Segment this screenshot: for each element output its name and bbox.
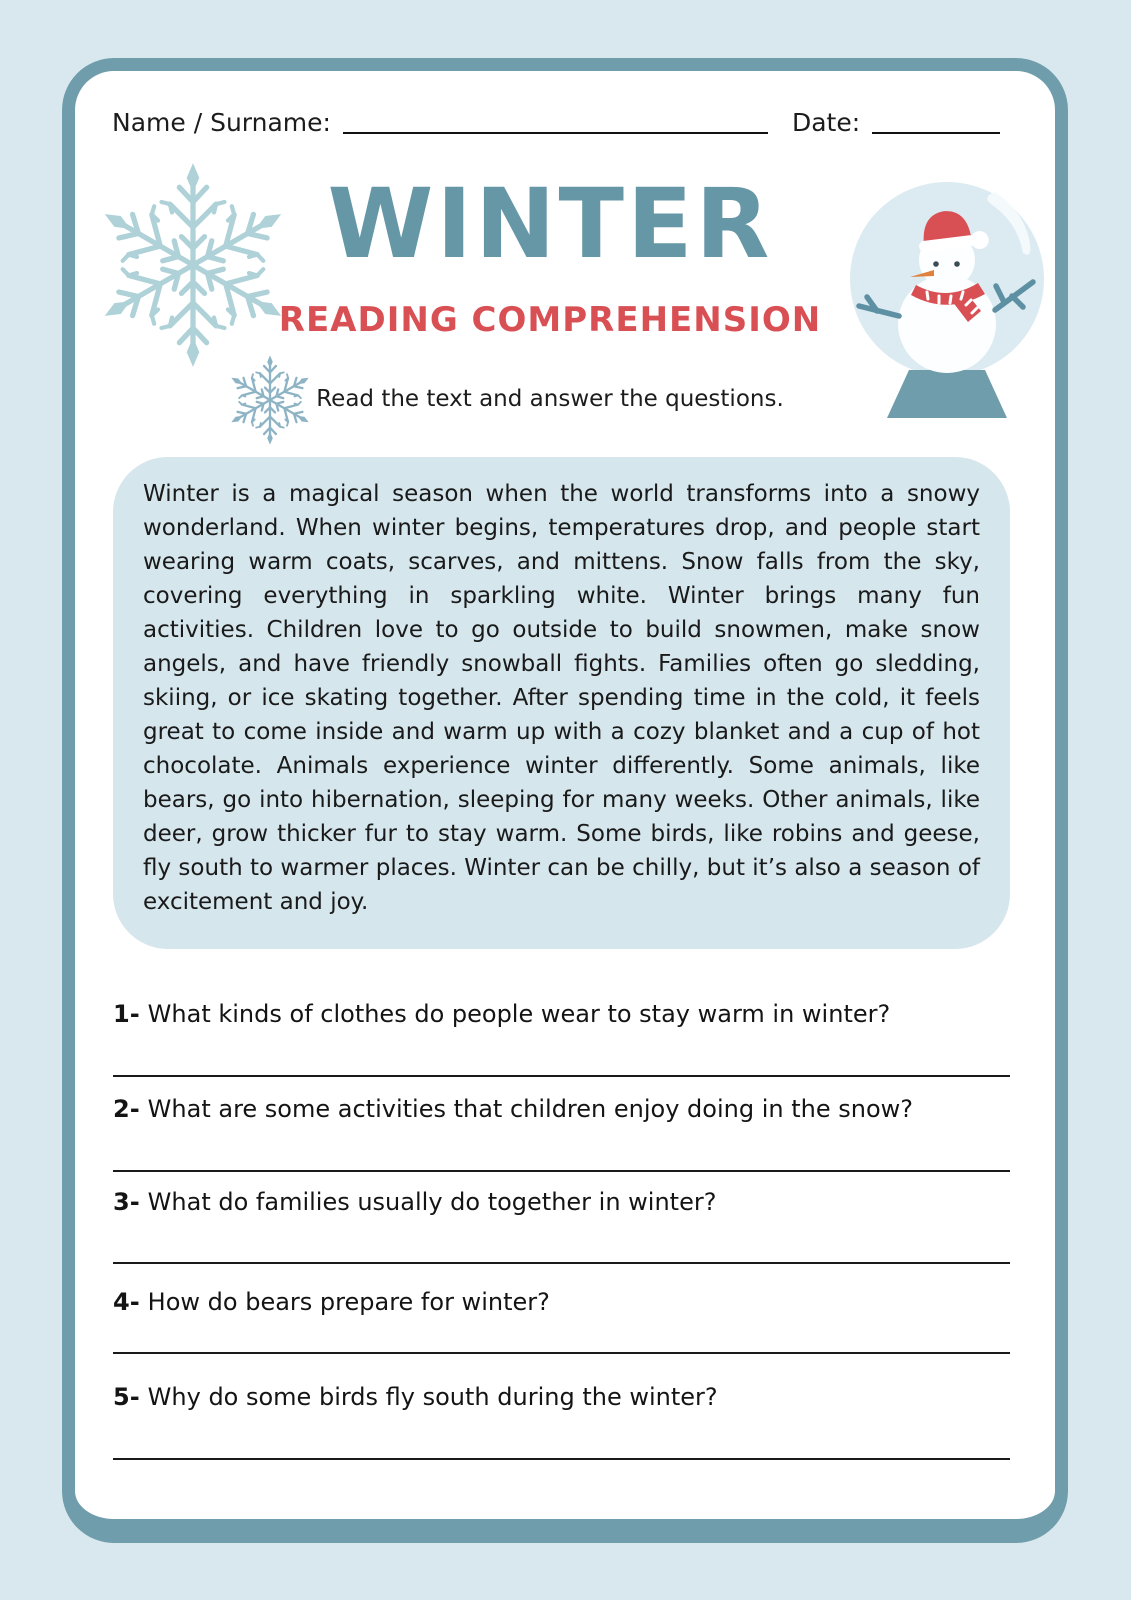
question-4-number: 4- xyxy=(113,1288,140,1316)
answer-line-3[interactable] xyxy=(113,1262,1010,1264)
reading-passage: Winter is a magical season when the world transforms into a snowy wonderland. When winter begins, temperatures drop, and people start wearing warm coats, scarves, and mittens. Snow falls from the sky, covering everything in sparkling white. Winter brings many fun activities. Children love to go outside to build snowmen, make snow angels, and have friendly snowball fights. Families often go sledding, skiing, or ice skating together. After spending time in the cold, it feels great to come inside and warm up with a cozy blanket and a cup of hot chocolate. Animals experience winter differently. Some animals, like bears, go into hibernation, sleeping for many weeks. Other animals, like deer, grow thicker fur to stay warm. Some birds, like robins and geese, fly south to warmer places. Winter can be chilly, but it’s also a season of excitement and joy. xyxy=(113,457,1010,949)
question-5 xyxy=(113,1382,1010,1412)
question-2 xyxy=(113,1094,1010,1124)
answer-line-1[interactable] xyxy=(113,1075,1010,1077)
header xyxy=(112,102,1000,137)
question-5-text: Why do some birds fly south during the winter? xyxy=(147,1383,718,1411)
snow-globe-snowman-icon xyxy=(846,164,1048,430)
worksheet-title: WINTER xyxy=(327,168,773,280)
date-label: Date: xyxy=(791,108,861,137)
answer-line-2[interactable] xyxy=(113,1170,1010,1172)
question-1-text: What kinds of clothes do people wear to stay warm in winter? xyxy=(147,1000,891,1028)
answer-line-5[interactable] xyxy=(113,1458,1010,1460)
name-input-line[interactable] xyxy=(343,102,768,134)
question-1-number: 1- xyxy=(113,1000,140,1028)
question-2-text: What are some activities that children enjoy doing in the snow? xyxy=(147,1095,913,1123)
answer-line-4[interactable] xyxy=(113,1352,1010,1354)
worksheet-subtitle: READING COMPREHENSION xyxy=(278,300,822,340)
question-5-number: 5- xyxy=(113,1383,140,1411)
date-input-line[interactable] xyxy=(872,102,1000,134)
question-3-text: What do families usually do together in winter? xyxy=(147,1188,717,1216)
question-4-text: How do bears prepare for winter? xyxy=(147,1288,550,1316)
question-3-number: 3- xyxy=(113,1188,140,1216)
question-3 xyxy=(113,1187,1010,1217)
instruction-text: Read the text and answer the questions. xyxy=(316,386,784,412)
name-surname-label: Name / Surname: xyxy=(112,108,331,137)
question-1 xyxy=(113,999,1010,1029)
question-2-number: 2- xyxy=(113,1095,140,1123)
question-4 xyxy=(113,1287,1010,1317)
